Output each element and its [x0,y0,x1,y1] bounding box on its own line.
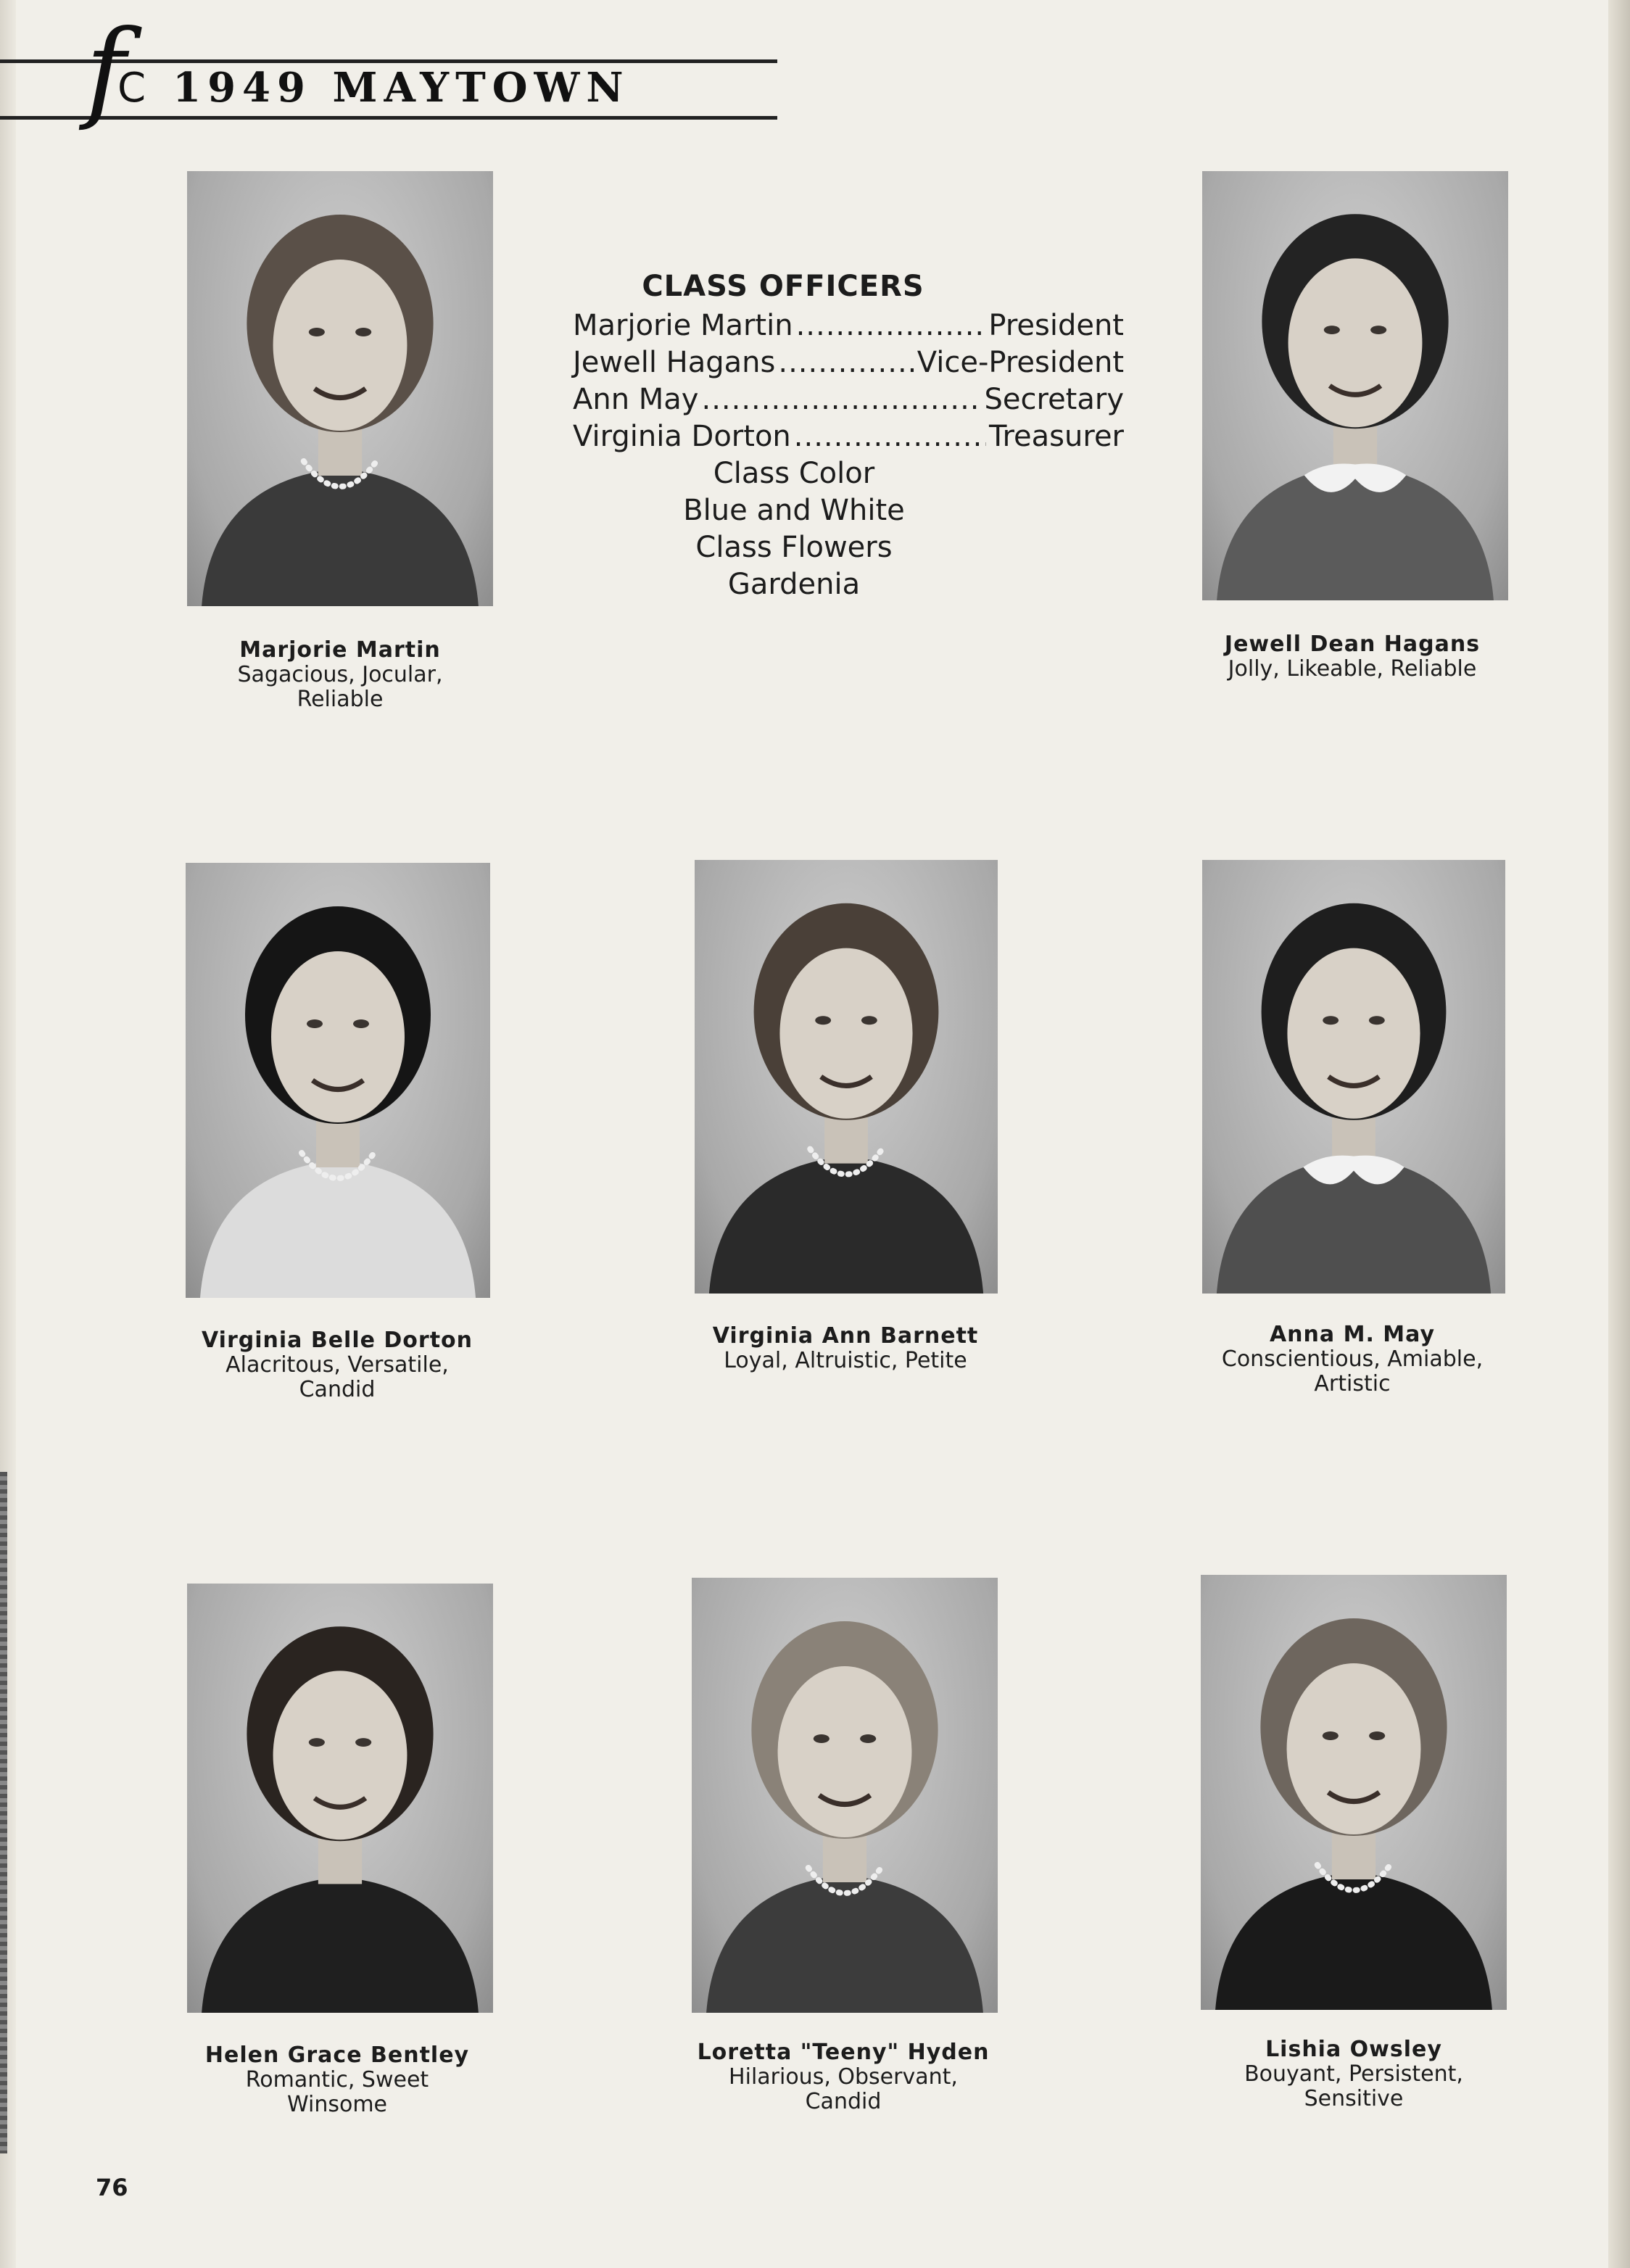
sweater-shape [202,1877,479,2013]
student-traits: Alacritous, Versatile, [226,1352,449,1378]
student-traits: Hilarious, Observant, [729,2064,958,2090]
face-shape [273,1671,408,1839]
student-photo [1201,1575,1507,2010]
officer-role: Secretary [984,383,1124,416]
eye-shape [355,1738,371,1747]
page-title [117,64,630,112]
student-photo [695,860,998,1294]
officer-row [573,344,1124,381]
student-name: Loretta "Teeny" Hyden [697,2040,990,2065]
header-title: 1949 MAYTOWN [173,64,630,112]
student-photo [186,863,490,1298]
portrait-illustration [695,860,998,1294]
student-photo [187,171,493,606]
officer-name: Jewell Hagans [573,346,776,379]
officer-name: Marjorie Martin [573,309,793,342]
officer-name: Virginia Dorton [573,420,791,453]
eye-shape [1369,1016,1385,1025]
portrait-illustration [1202,860,1505,1294]
portrait-illustration [186,863,490,1298]
face-shape [273,260,408,431]
sweater-shape [1215,1872,1492,2010]
sweater-shape [706,1875,983,2013]
eye-shape [1324,326,1340,334]
student-traits: Loyal, Altruistic, Petite [724,1348,967,1373]
header-initial: f [86,7,126,133]
portrait-illustration [1201,1575,1507,2010]
student-caption [181,638,500,712]
face-shape [779,948,912,1119]
student-photo [692,1578,998,2013]
student-photo [1202,860,1505,1294]
face-shape [1288,258,1423,427]
leader-dots [796,307,986,344]
eye-shape [355,328,371,336]
officer-role: Treasurer [988,420,1124,453]
student-traits: Candid [299,1377,376,1402]
sweater-shape [709,1156,983,1294]
student-traits: Romantic, Sweet [245,2067,429,2093]
header-code: C [117,65,153,112]
class-flower-value: Gardenia [727,568,861,601]
eye-shape [307,1019,323,1028]
student-name: Lishia Owsley [1265,2037,1442,2062]
officers-title: CLASS OFFICERS [642,270,924,303]
portrait-illustration [1202,171,1508,600]
sweater-shape [1217,465,1494,600]
student-photo [1202,171,1508,600]
portrait-illustration [187,171,493,606]
portrait-illustration [187,1584,493,2013]
student-traits: Jolly, Likeable, Reliable [1228,656,1477,682]
eye-shape [309,328,325,336]
eye-shape [861,1016,877,1025]
face-shape [1287,1663,1421,1834]
officer-role: Vice-President [917,346,1124,379]
eye-shape [353,1019,369,1028]
leader-dots [778,344,914,381]
eye-shape [860,1734,876,1743]
class-color-label: Class Color [713,457,875,490]
student-name: Jewell Dean Hagans [1224,632,1481,657]
officer-row [573,307,1124,344]
sweater-shape [1217,1156,1491,1294]
leader-dots [794,418,986,455]
student-traits: Candid [805,2089,882,2114]
student-traits: Artistic [1314,1371,1391,1396]
eye-shape [1323,1731,1339,1740]
face-shape [778,1666,912,1837]
student-traits: Reliable [297,687,384,712]
eye-shape [309,1738,325,1747]
student-name: Helen Grace Bentley [204,2043,470,2068]
class-color-value: Blue and White [683,494,905,527]
eye-shape [1370,326,1386,334]
eye-shape [1323,1016,1339,1025]
page-right-edge [1608,0,1630,2268]
face-shape [271,951,405,1122]
student-name: Virginia Belle Dorton [201,1328,473,1353]
class-officers-block [573,270,1124,603]
student-caption [686,1324,1005,1373]
student-name: Virginia Ann Barnett [712,1323,979,1349]
student-traits: Conscientious, Amiable, [1221,1346,1484,1372]
eye-shape [1369,1731,1385,1740]
student-caption [1194,2037,1513,2111]
portrait-illustration [692,1578,998,2013]
student-caption [1193,1323,1512,1396]
officer-role: President [988,309,1124,342]
student-traits: Bouyant, Persistent, [1244,2061,1463,2087]
face-shape [1287,948,1420,1119]
student-traits: Sagacious, Jocular, [237,662,443,687]
officer-row [573,418,1124,455]
eye-shape [814,1734,830,1743]
student-traits: Sensitive [1304,2086,1404,2111]
leader-dots [701,381,981,418]
class-flower-label: Class Flowers [695,531,893,564]
student-name: Marjorie Martin [239,637,441,663]
eye-shape [815,1016,831,1025]
student-caption [178,1328,497,1402]
student-caption [178,2043,497,2117]
student-name: Anna M. May [1269,1322,1436,1347]
student-caption [1193,632,1512,682]
sweater-shape [202,468,479,606]
student-photo [187,1584,493,2013]
sweater-shape [200,1160,476,1298]
student-traits: Winsome [286,2092,388,2117]
officer-row [573,381,1124,418]
student-caption [684,2040,1003,2114]
officer-name: Ann May [573,383,699,416]
page-number: 76 [96,2174,128,2201]
binding-strip [0,1472,7,2153]
